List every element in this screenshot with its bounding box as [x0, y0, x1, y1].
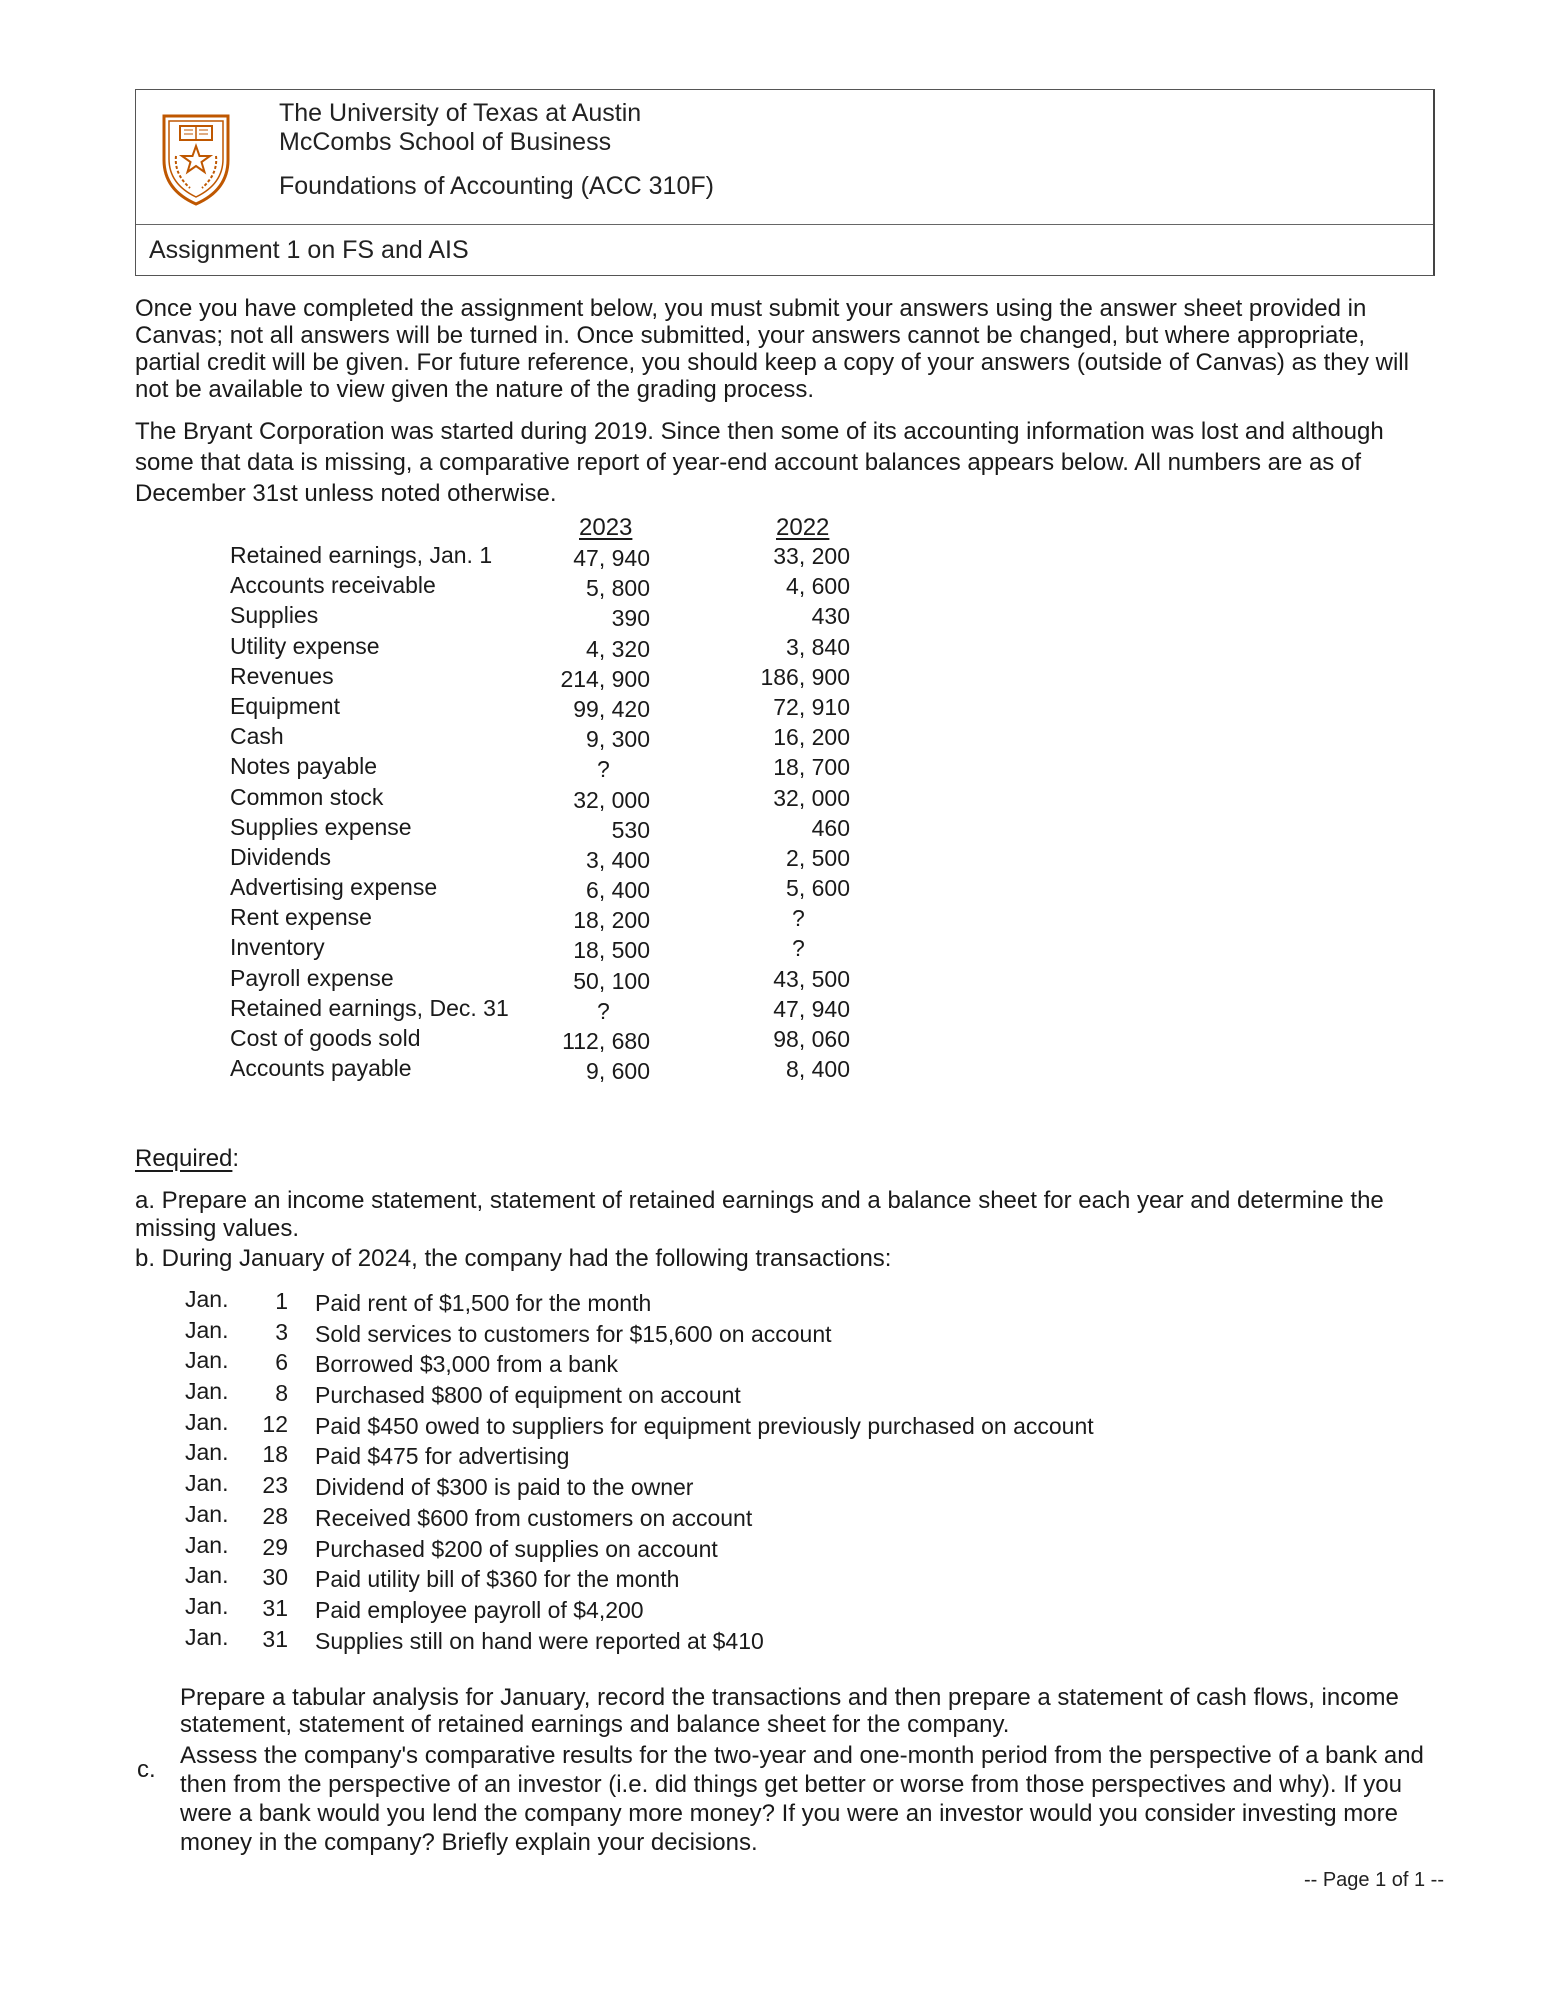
transaction-description: Dividend of $300 is paid to the owner	[315, 1474, 694, 1501]
account-value: 2, 500	[786, 844, 850, 871]
course-title: Foundations of Accounting (ACC 310F)	[279, 172, 714, 200]
transaction-day: 1	[275, 1288, 288, 1314]
transaction-description: Supplies still on hand were reported at $410	[315, 1627, 764, 1654]
transaction-month: Jan.	[185, 1562, 229, 1589]
transaction-description: Paid rent of $1,500 for the month	[315, 1290, 652, 1316]
transaction-description: Paid employee payroll of $4,200	[315, 1596, 644, 1623]
account-name: Revenues	[230, 662, 334, 689]
account-value: 9, 600	[586, 1058, 650, 1085]
transaction-day: 31	[262, 1594, 288, 1621]
account-value: 8, 400	[786, 1056, 850, 1083]
account-name: Rent expense	[230, 904, 372, 931]
account-value: 50, 100	[573, 967, 650, 994]
account-value: 112, 680	[562, 1028, 650, 1054]
transaction-month: Jan.	[185, 1286, 229, 1312]
required-label: Required	[135, 1145, 233, 1172]
account-name: Retained earnings, Dec. 31	[230, 994, 509, 1021]
requirement-c-label: c.	[137, 1756, 156, 1783]
account-value: 530	[611, 816, 650, 843]
account-value: 72, 910	[773, 693, 850, 720]
transaction-description: Purchased $800 of equipment on account	[315, 1382, 741, 1409]
transaction-description: Purchased $200 of supplies on account	[315, 1535, 718, 1562]
account-name: Inventory	[230, 934, 325, 961]
transaction-day: 8	[275, 1380, 288, 1407]
account-value: 186, 900	[760, 663, 850, 690]
transaction-day: 31	[262, 1625, 288, 1652]
transaction-month: Jan.	[185, 1623, 229, 1650]
values-2022-column	[700, 541, 860, 1084]
transaction-day: 28	[262, 1502, 288, 1529]
account-value: 18, 500	[573, 937, 650, 964]
account-names-column	[230, 540, 510, 1083]
page-number: -- Page 1 of 1 --	[1303, 1869, 1444, 1891]
transaction-description: Received $600 from customers on account	[315, 1504, 753, 1531]
account-value: 47, 940	[573, 545, 650, 571]
requirement-a	[135, 1187, 1425, 1243]
school-name: McCombs School of Business	[279, 128, 612, 156]
account-name: Supplies	[230, 602, 319, 629]
transaction-day: 29	[262, 1533, 288, 1560]
header-box	[135, 89, 1435, 276]
account-value: 430	[811, 603, 850, 630]
transaction-month: Jan.	[185, 1439, 229, 1466]
requirement-b: b. During January of 2024, the company had the following transactions:	[135, 1245, 892, 1272]
account-name: Cash	[230, 723, 284, 750]
ut-seal-logo	[156, 108, 236, 208]
transaction-description: Paid $475 for advertising	[315, 1443, 570, 1470]
account-value: 32, 000	[773, 784, 850, 811]
account-name: Dividends	[230, 843, 331, 870]
account-value: 47, 940	[773, 995, 850, 1022]
header-top	[136, 90, 1433, 225]
transaction-description: Paid utility bill of $360 for the month	[315, 1566, 680, 1593]
account-name: Accounts receivable	[230, 572, 436, 599]
transaction-day: 12	[262, 1410, 288, 1437]
requirement-b-prepare: Prepare a tabular analysis for January, record the transactions and then prepare a statement of cash flows, income statement, statement of retained earnings and balance sheet for the company.	[180, 1684, 1399, 1738]
account-value: 5, 800	[586, 575, 650, 602]
assignment-title: Assignment 1 on FS and AIS	[149, 236, 469, 264]
account-name: Equipment	[230, 692, 340, 719]
account-value: ?	[792, 905, 805, 932]
account-name: Advertising expense	[230, 874, 438, 901]
transaction-day: 3	[275, 1318, 288, 1345]
account-value: 460	[811, 814, 850, 841]
account-value: 4, 600	[786, 573, 850, 600]
account-value: 99, 420	[573, 695, 650, 722]
account-value: 4, 320	[586, 635, 650, 662]
account-name: Retained earnings, Jan. 1	[230, 542, 493, 568]
required-colon: :	[232, 1145, 240, 1172]
account-name: Cost of goods sold	[230, 1025, 421, 1051]
case-description-paragraph: The Bryant Corporation was started during 2019. Since then some of its accounting information was lost and although some that data is missing, a comparative report of year-end account balances appears below. All numbers are as of December 31st unless noted otherwise.	[135, 418, 1384, 507]
account-name: Common stock	[230, 783, 384, 810]
transaction-description: Borrowed $3,000 from a bank	[315, 1351, 619, 1378]
transaction-description: Paid $450 owed to suppliers for equipment previously purchased on account	[315, 1412, 1094, 1439]
account-name: Utility expense	[230, 632, 380, 659]
transaction-month: Jan.	[185, 1531, 229, 1558]
transaction-month: Jan.	[185, 1378, 229, 1405]
account-value: 3, 840	[786, 633, 850, 660]
year-header-2022: 2022	[776, 514, 830, 541]
transaction-day: 18	[262, 1441, 288, 1468]
transaction-month: Jan.	[185, 1316, 229, 1343]
account-value: 3, 400	[586, 846, 650, 873]
university-name: The University of Texas at Austin	[279, 99, 642, 127]
requirement-c: Assess the company's comparative results for the two-year and one-month period from the perspective of a bank and then from the perspective of an investor (i.e. did things get better or worse from those perspectives and why). If you were a bank would you lend the company more money? If you were an investor would you consider investing more money in the company? Briefly explain your decisions.	[180, 1742, 1424, 1856]
values-2023-column	[500, 543, 660, 1086]
transaction-day: 30	[262, 1564, 288, 1591]
transaction-month: Jan.	[185, 1347, 229, 1374]
transaction-day: 23	[262, 1472, 288, 1499]
account-value: 32, 000	[573, 786, 650, 813]
account-value: 390	[611, 605, 650, 632]
account-name: Notes payable	[230, 753, 378, 780]
account-value: 5, 600	[786, 875, 850, 902]
account-value: 33, 200	[773, 543, 850, 569]
account-value: 43, 500	[773, 965, 850, 992]
transaction-month: Jan.	[185, 1408, 229, 1435]
account-name: Supplies expense	[230, 813, 412, 840]
required-heading	[135, 1145, 239, 1173]
account-value: 6, 400	[586, 877, 650, 904]
account-value: ?	[792, 935, 805, 962]
transaction-month: Jan.	[185, 1592, 229, 1619]
transaction-month: Jan.	[185, 1500, 229, 1527]
transaction-month: Jan.	[185, 1470, 229, 1497]
account-value: 98, 060	[773, 1026, 850, 1052]
account-name: Accounts payable	[230, 1055, 412, 1082]
account-value: ?	[597, 756, 610, 783]
transaction-day: 6	[275, 1349, 288, 1376]
account-value: 16, 200	[773, 724, 850, 751]
account-value: 18, 200	[573, 907, 650, 934]
year-header-2023: 2023	[579, 514, 633, 541]
instructions-paragraph: Once you have completed the assignment below, you must submit your answers using the answer sheet provided in Canvas; not all answers will be turned in. Once submitted, your answers cannot be changed, but where appropriate, partial credit will be given. For future reference, you should keep a copy of your answers (outside of Canvas) as they will not be available to view given the nature of the grading process.	[135, 295, 1409, 403]
account-name: Payroll expense	[230, 964, 394, 991]
account-value: 18, 700	[773, 754, 850, 781]
account-value: 9, 300	[586, 726, 650, 753]
account-value: ?	[597, 997, 610, 1024]
requirement-a-text: a. Prepare an income statement, statement of retained earnings and a balance sheet for each year and determine the missing values.	[135, 1187, 1384, 1242]
account-value: 214, 900	[560, 665, 650, 692]
transaction-description: Sold services to customers for $15,600 on account	[315, 1320, 832, 1347]
